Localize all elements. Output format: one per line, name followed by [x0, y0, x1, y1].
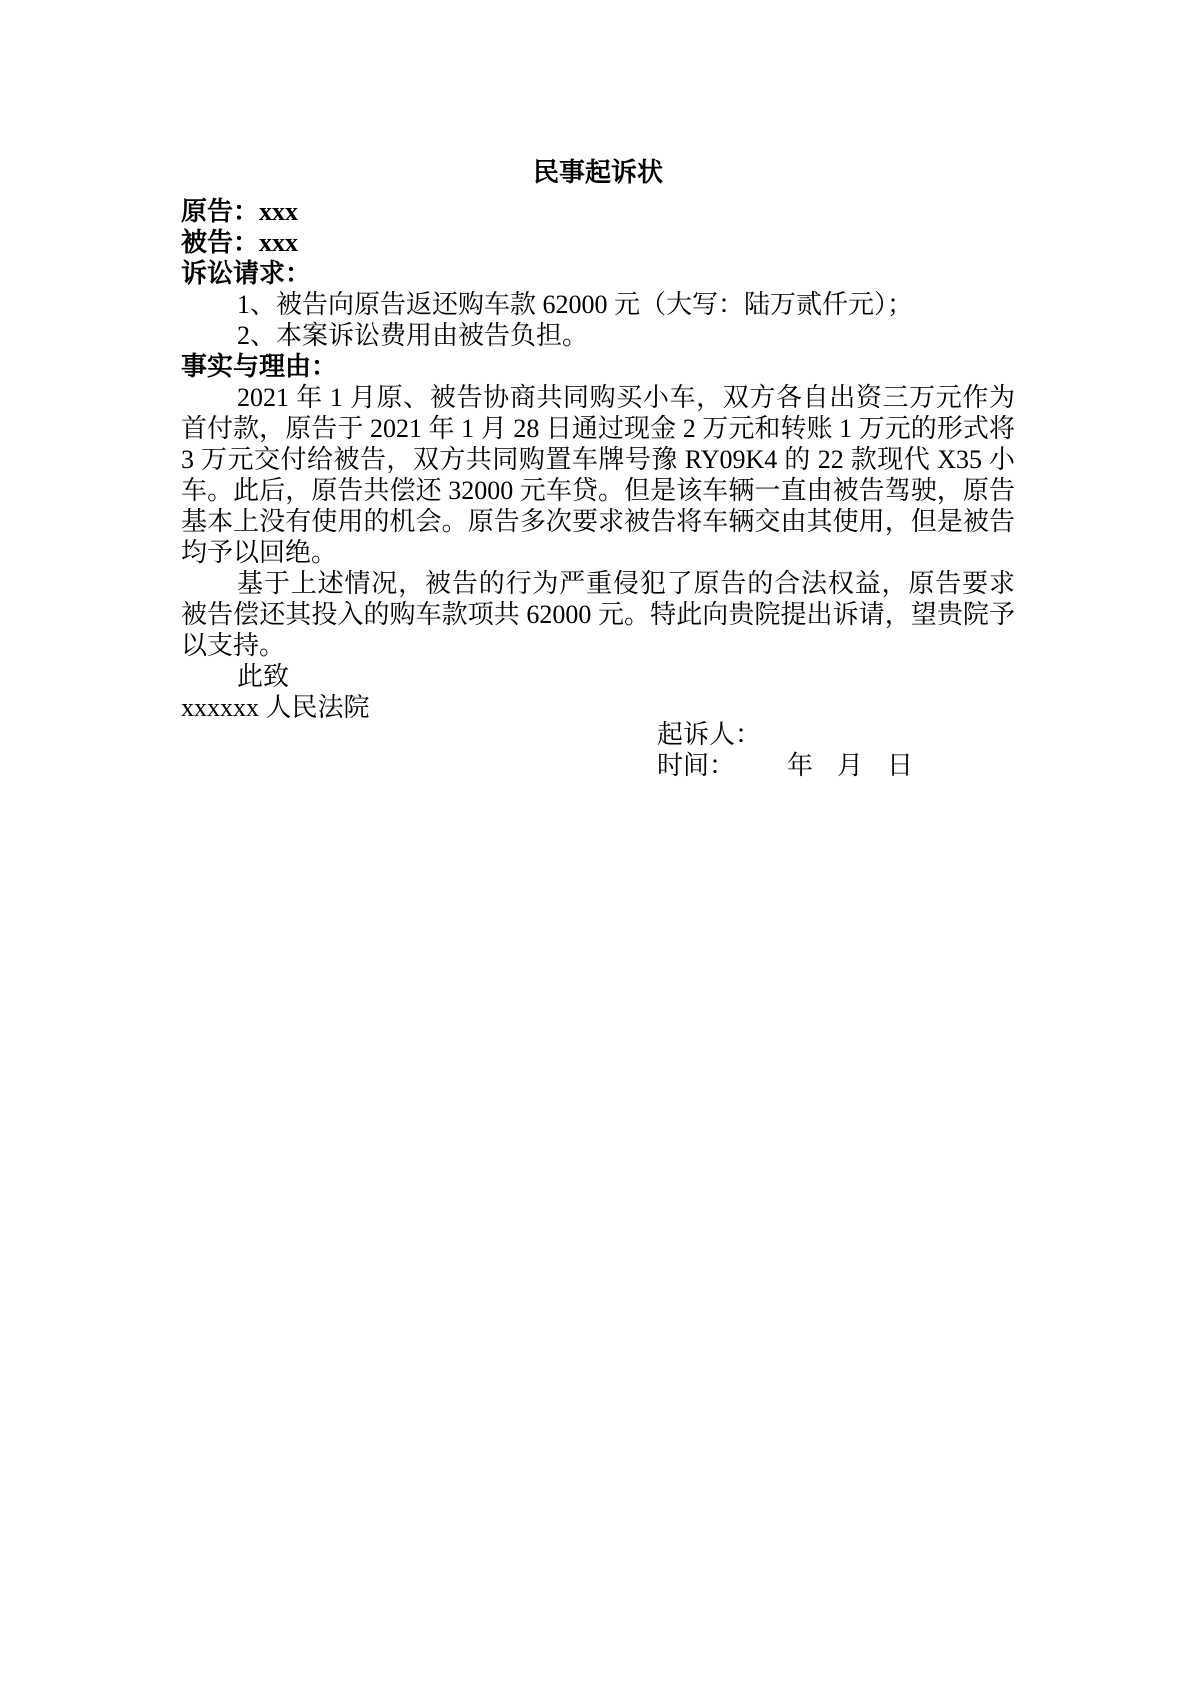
- facts-paragraph-1: 2021 年 1 月原、被告协商共同购买小车，双方各自出资三万元作为首付款，原告于 2021 年 1 月 28 日通过现金 2 万元和转账 1 万元的形式将 3 万元交付给被告，双方共同购置车牌号豫 RY09K4 的 22 款现代 X35 小车。此后，原告共偿还 32000 元车贷。但是该车辆一直由被告驾驶，原告基本上没有使用的机会。原告多次要求被告将车辆交由其使用，但是被告均予以回绝。: [181, 383, 1015, 567]
- claim-item-2: 2、本案诉讼费用由被告负担。: [237, 321, 589, 350]
- document-title: 民事起诉状: [532, 158, 663, 187]
- complaint-body: [181, 150, 1015, 723]
- date-month-label: 月: [837, 751, 864, 780]
- plaintiff-line: 原告：xxx: [181, 197, 299, 226]
- date-year-label: 年: [787, 751, 814, 780]
- claim-item-1: 1、被告向原告返还购车款 62000 元（大写：陆万贰仟元）；: [237, 290, 914, 319]
- claims-heading: 诉讼请求：: [181, 259, 312, 288]
- facts-heading: 事实与理由：: [181, 352, 338, 381]
- salutation: 此致: [237, 662, 290, 691]
- signature-block: [657, 719, 913, 781]
- plaintiff-signature-label: 起诉人：: [657, 720, 762, 749]
- facts-paragraph-2: 基于上述情况，被告的行为严重侵犯了原告的合法权益，原告要求被告偿还其投入的购车款项共 62000 元。特此向贵院提出诉请，望贵院予以支持。: [181, 569, 1015, 660]
- defendant-line: 被告：xxx: [181, 228, 299, 257]
- court-name: xxxxxx 人民法院: [181, 693, 370, 722]
- signature-date-line: [657, 750, 913, 781]
- time-label: 时间：: [657, 751, 736, 780]
- date-day-label: 日: [887, 751, 914, 780]
